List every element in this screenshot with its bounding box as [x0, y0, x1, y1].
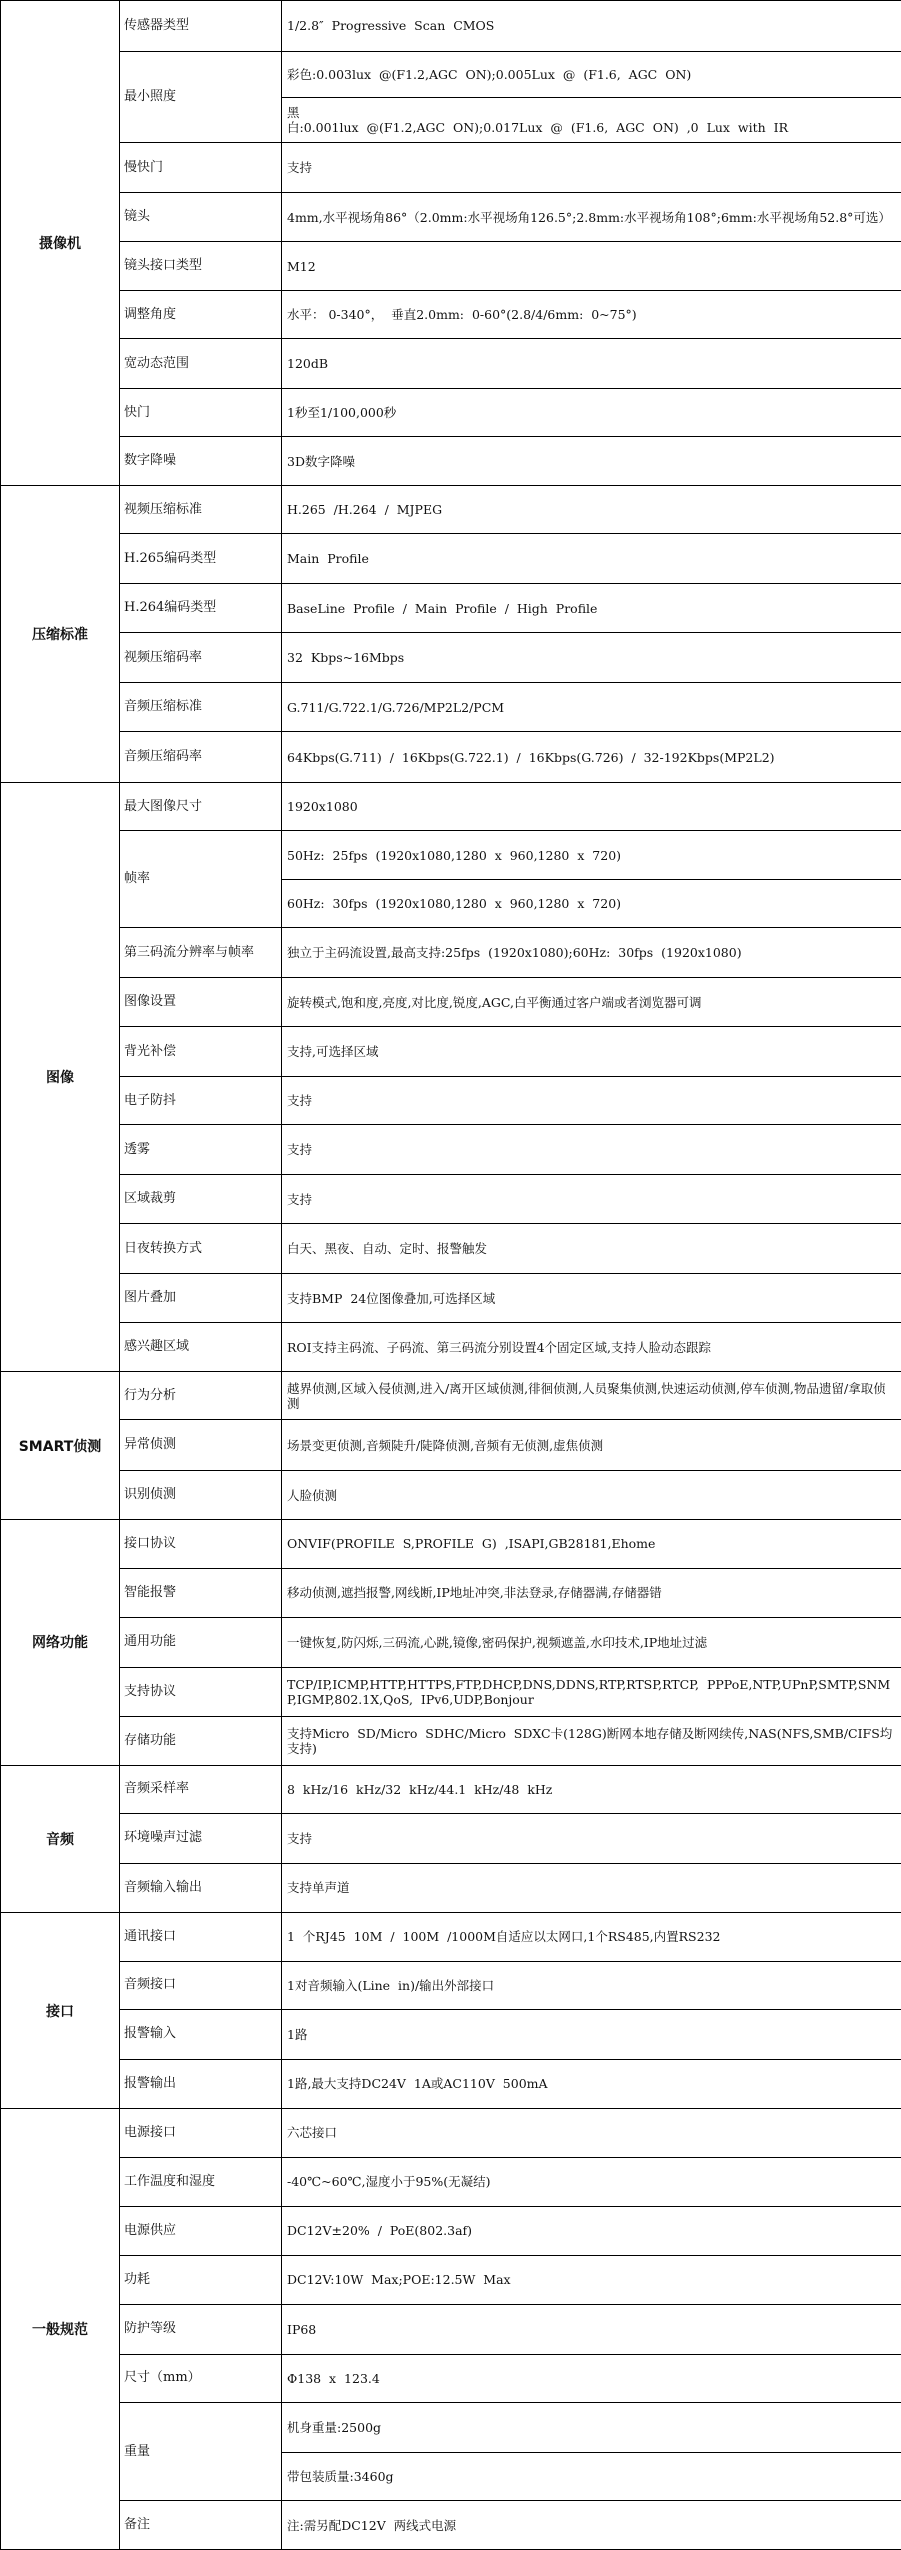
spec-value-cell [282, 97, 901, 142]
spec-row [1, 143, 901, 193]
spec-value: 120dB [287, 356, 329, 372]
spec-value: 支持 [287, 1142, 313, 1158]
spec-item-label: 电子防抖 [120, 1076, 282, 1124]
spec-value-cell [282, 2452, 901, 2500]
spec-item-label: 帧率 [120, 831, 282, 928]
spec-row [1, 1323, 901, 1371]
spec-item-label: 行为分析 [120, 1371, 282, 1419]
spec-value: 白天、黑夜、自动、定时、报警触发 [287, 1241, 488, 1257]
spec-value: 独立于主码流设置,最高支持:25fps (1920x1080);60Hz: 30fps (1920x1080) [287, 945, 742, 961]
spec-value-cell [282, 1420, 901, 1471]
spec-row [1, 1027, 901, 1077]
spec-value: ONVIF(PROFILE S,PROFILE G) ,ISAPI,GB28181,Ehome [287, 1536, 656, 1552]
spec-value-cell [282, 1224, 901, 1274]
spec-value: TCP/IP,ICMP,HTTP,HTTPS,FTP,DHCP,DNS,DDNS,RTP,RTSP,RTCP, PPPoE,NTP,UPnP,SMTP,SNMP,IGMP,802.1X,QoS, IPv6,UDP,Bonjour [287, 1676, 891, 1707]
spec-row [1, 928, 901, 978]
category-label: 接口 [1, 1913, 120, 2109]
spec-value: 支持,可选择区域 [287, 1044, 379, 1060]
spec-row [1, 1863, 901, 1913]
spec-item-label: 第三码流分辨率与帧率 [120, 928, 282, 978]
spec-value-cell [282, 732, 901, 783]
spec-row [1, 388, 901, 436]
spec-item-label: 环境噪声过滤 [120, 1814, 282, 1864]
spec-value: 支持 [287, 1191, 313, 1207]
spec-value: 支持Micro SD/Micro SDHC/Micro SDXC卡(128G)断网本地存储及断网续传,NAS(NFS,SMB/CIFS均支持) [287, 1725, 893, 1756]
spec-row [1, 339, 901, 389]
spec-row [1, 831, 901, 879]
spec-value: 60Hz: 30fps (1920x1080,1280 x 960,1280 x 720) [287, 896, 622, 912]
category-label: 摄像机 [1, 1, 120, 486]
spec-value-cell [282, 1076, 901, 1124]
spec-row [1, 2305, 901, 2355]
spec-value: 移动侦测,遮挡报警,网线断,IP地址冲突,非法登录,存储器满,存储器错 [287, 1585, 662, 1601]
spec-item-label: 传感器类型 [120, 1, 282, 52]
spec-value: 支持BMP 24位图像叠加,可选择区域 [287, 1290, 496, 1306]
spec-item-label: 电源接口 [120, 2109, 282, 2157]
spec-value-cell [282, 1273, 901, 1323]
spec-item-label: 调整角度 [120, 290, 282, 338]
spec-value-cell [282, 1470, 901, 1520]
spec-value-cell [282, 2207, 901, 2255]
spec-value: 旋转模式,饱和度,亮度,对比度,锐度,AGC,白平衡通过客户端或者浏览器可调 [287, 994, 702, 1010]
spec-value-cell [282, 2255, 901, 2305]
spec-item-label: 音频采样率 [120, 1765, 282, 1813]
spec-value: 1920x1080 [287, 799, 358, 815]
spec-value: 水平： 0-340°， 垂直2.0mm: 0-60°(2.8/4/6mm: 0~75°) [287, 307, 637, 323]
spec-value: -40℃~60℃,湿度小于95%(无凝结) [287, 2174, 491, 2190]
spec-value-cell [282, 633, 901, 683]
spec-item-label: 最大图像尺寸 [120, 782, 282, 830]
spec-value-cell [282, 2109, 901, 2157]
spec-item-label: 备注 [120, 2501, 282, 2550]
spec-value: 1路 [287, 2026, 308, 2042]
spec-value-cell [282, 2354, 901, 2402]
spec-value: 机身重量:2500g [287, 2419, 382, 2435]
spec-row [1, 682, 901, 732]
spec-item-label: 智能报警 [120, 1568, 282, 1618]
spec-row [1, 633, 901, 683]
spec-item-label: 数字降噪 [120, 437, 282, 485]
category-label: 音频 [1, 1765, 120, 1912]
spec-value-cell [282, 290, 901, 338]
spec-value: Main Profile [287, 551, 369, 567]
spec-value: Φ138 x 123.4 [287, 2370, 380, 2386]
spec-value: ROI支持主码流、子码流、第三码流分别设置4个固定区域,支持人脸动态跟踪 [287, 1339, 712, 1355]
spec-row [1, 1618, 901, 1668]
spec-value: 4mm,水平视场角86°（2.0mm:水平视场角126.5°;2.8mm:水平视场角108°;6mm:水平视场角52.8°可选） [287, 209, 891, 225]
spec-item-label: 镜头接口类型 [120, 242, 282, 290]
spec-item-label: 镜头 [120, 192, 282, 242]
spec-value: 支持 [287, 1830, 313, 1846]
spec-row [1, 242, 901, 290]
spec-value-cell [282, 2010, 901, 2060]
spec-value: 黑 白:0.001lux @(F1.2,AGC ON);0.017Lux @ (F1.6, AGC ON) ,0 Lux with IR [287, 105, 788, 136]
spec-value-cell [282, 583, 901, 633]
spec-row [1, 2403, 901, 2453]
spec-item-label: 图片叠加 [120, 1273, 282, 1323]
spec-item-label: 视频压缩码率 [120, 633, 282, 683]
spec-row [1, 2501, 901, 2550]
spec-value: 1 个RJ45 10M / 100M /1000M自适应以太网口,1个RS485,内置RS232 [287, 1929, 721, 1945]
category-label: SMART侦测 [1, 1371, 120, 1519]
spec-value: 支持单声道 [287, 1880, 350, 1896]
spec-value: 1对音频输入(Line in)/输出外部接口 [287, 1977, 495, 1993]
spec-item-label: 接口协议 [120, 1520, 282, 1568]
spec-row [1, 2207, 901, 2255]
spec-value-cell [282, 534, 901, 584]
spec-row [1, 534, 901, 584]
spec-value: G.711/G.722.1/G.726/MP2L2/PCM [287, 699, 505, 715]
spec-value-cell [282, 1717, 901, 1765]
spec-value-cell [282, 2059, 901, 2109]
spec-value: 1路,最大支持DC24V 1A或AC110V 500mA [287, 2076, 548, 2092]
spec-row [1, 1125, 901, 1175]
spec-value-cell [282, 1618, 901, 1668]
spec-value-cell [282, 1174, 901, 1224]
spec-value-cell [282, 782, 901, 830]
spec-value: 一键恢复,防闪烁,三码流,心跳,镜像,密码保护,视频遮盖,水印技术,IP地址过滤 [287, 1634, 708, 1650]
spec-item-label: 视频压缩标准 [120, 485, 282, 533]
spec-row [1, 192, 901, 242]
spec-row [1, 2059, 901, 2109]
spec-value: DC12V:10W Max;POE:12.5W Max [287, 2272, 511, 2288]
spec-value-cell [282, 339, 901, 389]
spec-item-label: 音频压缩标准 [120, 682, 282, 732]
spec-value-cell [282, 1961, 901, 2009]
spec-row [1, 2010, 901, 2060]
spec-value: BaseLine Profile / Main Profile / High Profile [287, 600, 598, 616]
spec-value: H.265 /H.264 / MJPEG [287, 502, 443, 518]
spec-value: DC12V±20% / PoE(802.3af) [287, 2223, 473, 2239]
spec-row [1, 437, 901, 485]
spec-value-cell [282, 143, 901, 193]
spec-row [1, 51, 901, 97]
spec-value-cell [282, 51, 901, 97]
spec-row [1, 1371, 901, 1419]
spec-item-label: 慢快门 [120, 143, 282, 193]
spec-value-cell [282, 879, 901, 927]
spec-row [1, 1520, 901, 1568]
spec-value-cell [282, 2157, 901, 2207]
spec-row [1, 1667, 901, 1717]
spec-item-label: 音频压缩码率 [120, 732, 282, 783]
spec-value: 64Kbps(G.711) / 16Kbps(G.722.1) / 16Kbps(G.726) / 32-192Kbps(MP2L2) [287, 749, 775, 765]
spec-item-label: 日夜转换方式 [120, 1224, 282, 1274]
spec-value-cell [282, 831, 901, 879]
spec-value-cell [282, 1027, 901, 1077]
category-label: 一般规范 [1, 2109, 120, 2550]
spec-item-label: 通用功能 [120, 1618, 282, 1668]
spec-item-label: 音频接口 [120, 1961, 282, 2009]
spec-item-label: 通讯接口 [120, 1913, 282, 1961]
spec-value-cell [282, 1913, 901, 1961]
spec-item-label: 存储功能 [120, 1717, 282, 1765]
spec-item-label: 最小照度 [120, 51, 282, 143]
spec-value: 人脸侦测 [287, 1487, 338, 1503]
spec-value: 越界侦测,区域入侵侦测,进入/离开区域侦测,徘徊侦测,人员聚集侦测,快速运动侦测,停车侦测,物品遗留/拿取侦测 [287, 1380, 886, 1411]
spec-item-label: 感兴趣区域 [120, 1323, 282, 1371]
spec-item-label: 重量 [120, 2403, 282, 2501]
spec-value-cell [282, 1568, 901, 1618]
spec-value: 支持 [287, 1093, 313, 1109]
spec-value-cell [282, 1814, 901, 1864]
spec-row [1, 1814, 901, 1864]
spec-item-label: 异常侦测 [120, 1420, 282, 1471]
spec-value: 50Hz: 25fps (1920x1080,1280 x 960,1280 x 720) [287, 847, 622, 863]
spec-value: 32 Kbps~16Mbps [287, 650, 405, 666]
spec-value-cell [282, 2403, 901, 2453]
spec-value-cell [282, 192, 901, 242]
spec-item-label: 报警输入 [120, 2010, 282, 2060]
spec-value-cell [282, 1765, 901, 1813]
spec-item-label: 电源供应 [120, 2207, 282, 2255]
spec-item-label: 背光补偿 [120, 1027, 282, 1077]
spec-row [1, 1568, 901, 1618]
spec-row [1, 290, 901, 338]
spec-value: 六芯接口 [287, 2125, 338, 2141]
spec-row [1, 1765, 901, 1813]
spec-value-cell [282, 2305, 901, 2355]
spec-item-label: H.264编码类型 [120, 583, 282, 633]
spec-item-label: H.265编码类型 [120, 534, 282, 584]
spec-row [1, 2157, 901, 2207]
spec-row [1, 1717, 901, 1765]
spec-value: 8 kHz/16 kHz/32 kHz/44.1 kHz/48 kHz [287, 1781, 553, 1797]
spec-value-cell [282, 1520, 901, 1568]
spec-value-cell [282, 1667, 901, 1717]
spec-row [1, 2109, 901, 2157]
spec-value-cell [282, 437, 901, 485]
spec-row [1, 1273, 901, 1323]
spec-value-cell [282, 388, 901, 436]
spec-value-cell [282, 1323, 901, 1371]
spec-item-label: 快门 [120, 388, 282, 436]
spec-row [1, 977, 901, 1027]
spec-value: IP68 [287, 2321, 317, 2337]
spec-value-cell [282, 682, 901, 732]
spec-row [1, 1420, 901, 1471]
category-label: 图像 [1, 782, 120, 1371]
spec-value: 带包装质量:3460g [287, 2468, 394, 2484]
spec-value: 场景变更侦测,音频陡升/陡降侦测,音频有无侦测,虚焦侦测 [287, 1437, 604, 1453]
spec-value-cell [282, 1371, 901, 1419]
spec-item-label: 工作温度和湿度 [120, 2157, 282, 2207]
spec-row [1, 2354, 901, 2402]
spec-item-label: 宽动态范围 [120, 339, 282, 389]
spec-item-label: 图像设置 [120, 977, 282, 1027]
spec-item-label: 区域裁剪 [120, 1174, 282, 1224]
spec-item-label: 识别侦测 [120, 1470, 282, 1520]
spec-row [1, 1224, 901, 1274]
spec-item-label: 尺寸（mm） [120, 2354, 282, 2402]
spec-row [1, 485, 901, 533]
spec-row [1, 1174, 901, 1224]
category-label: 压缩标准 [1, 485, 120, 782]
spec-value: 3D数字降噪 [287, 453, 355, 469]
spec-value: 彩色:0.003lux @(F1.2,AGC ON);0.005Lux @ (F1.6, AGC ON) [287, 66, 692, 82]
spec-row [1, 732, 901, 783]
spec-item-label: 功耗 [120, 2255, 282, 2305]
spec-item-label: 透雾 [120, 1125, 282, 1175]
spec-row [1, 1961, 901, 2009]
spec-row [1, 1076, 901, 1124]
spec-value: M12 [287, 258, 316, 274]
spec-item-label: 报警输出 [120, 2059, 282, 2109]
spec-value-cell [282, 1863, 901, 1913]
spec-table-body [1, 1, 901, 2550]
spec-row [1, 782, 901, 830]
spec-value-cell [282, 1125, 901, 1175]
spec-item-label: 防护等级 [120, 2305, 282, 2355]
spec-value-cell [282, 485, 901, 533]
spec-row [1, 2255, 901, 2305]
spec-value-cell [282, 242, 901, 290]
spec-value: 支持 [287, 160, 313, 176]
spec-value-cell [282, 1, 901, 52]
spec-value: 1秒至1/100,000秒 [287, 405, 397, 421]
spec-value-cell [282, 2501, 901, 2550]
spec-row [1, 1470, 901, 1520]
spec-row [1, 583, 901, 633]
spec-value: 注:需另配DC12V 两线式电源 [287, 2517, 457, 2533]
category-label: 网络功能 [1, 1520, 120, 1765]
spec-value-cell [282, 977, 901, 1027]
spec-value-cell [282, 928, 901, 978]
spec-row [1, 1913, 901, 1961]
spec-value: 1/2.8″ Progressive Scan CMOS [287, 18, 495, 34]
spec-item-label: 支持协议 [120, 1667, 282, 1717]
spec-item-label: 音频输入输出 [120, 1863, 282, 1913]
spec-row [1, 1, 901, 52]
